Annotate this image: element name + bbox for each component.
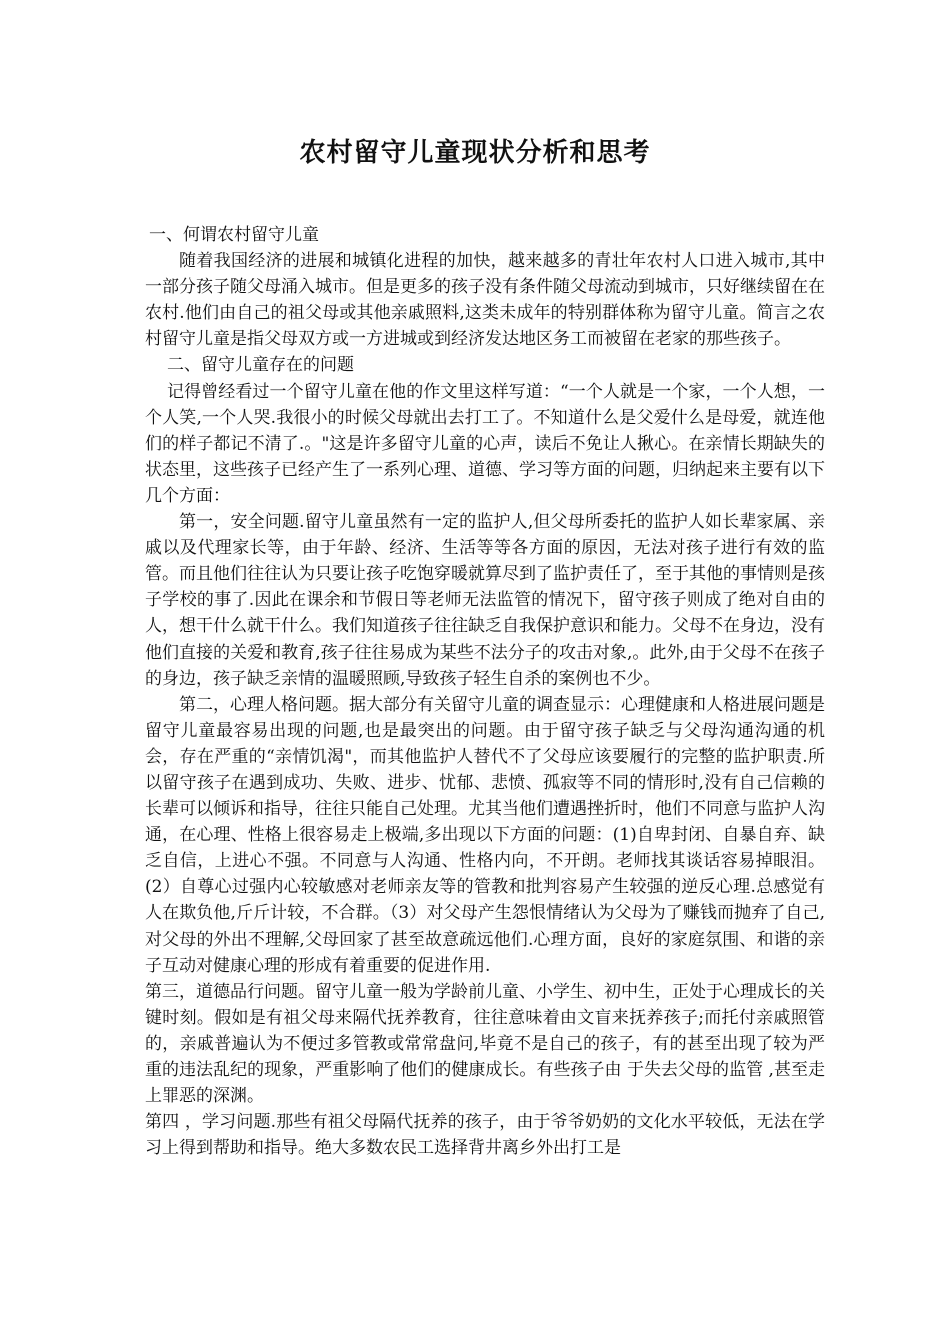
section-heading-2: 二、留守儿童存在的问题	[167, 355, 354, 376]
paragraph-definition: 随着我国经济的进展和城镇化进程的加快，越来越多的青壮年农村人口进入城市,其中一部分孩子随父母涌入城市。但是更多的孩子没有条件随父母流动到城市，只好继续留在在农村.他们由自己的祖父母或其他亲戚照料,这类未成年的特别群体称为留守儿童。简言之农村留守儿童是指父母双方或一方进城或到经济发达地区务工而被留在老家的那些孩子。	[145, 251, 825, 350]
paragraph-intro: 记得曾经看过一个留守儿童在他的作文里这样写道：“一个人就是一个家，一个人想，一个人笑,一个人哭.我很小的时候父母就出去打工了。不知道什么是父爱什么是母爱，就连他们的样子都记不清了.。"这是许多留守儿童的心声，读后不免让人揪心。在亲情长期缺失的状态里，这些孩子已经产生了一系列心理、道德、学习等方面的问题，归纳起来主要有以下几个方面：	[145, 381, 825, 506]
document-title: 农村留守儿童现状分析和思考	[299, 138, 651, 168]
section-heading-1: 一、何谓农村留守儿童	[149, 225, 319, 245]
paragraph-safety: 第一，安全问题.留守儿童虽然有一定的监护人,但父母所委托的监护人如长辈家属、亲戚以及代理家长等，由于年龄、经济、生活等等各方面的原因，无法对孩子进行有效的监管。而且他们往往认为只要让孩子吃饱穿暖就算尽到了监护责任了，至于其他的事情则是孩子学校的事了.因此在课余和节假日等老师无法监管的情况下，留守孩子则成了绝对自由的人，想干什么就干什么。我们知道孩子往往缺乏自我保护意识和能力。父母不在身边，没有他们直接的关爱和教育,孩子往往易成为某些不法分子的攻击对象,。此外,由于父母不在孩子的身边，孩子缺乏亲情的温暖照顾,导致孩子轻生自杀的案例也不少。	[145, 512, 825, 689]
paragraph-morality: 第三，道德品行问题。留守儿童一般为学龄前儿童、小学生、初中生，正处于心理成长的关键时刻。假如是有祖父母来隔代抚养教育，往往意味着由文盲来抚养孩子;而托付亲戚照管的，亲戚普遍认为不便过多管教或常常盘问,毕竟不是自己的孩子，有的甚至出现了较为严重的违法乱纪的现象，严重影响了他们的健康成长。有些孩子由 于失去父母的监管 ,甚至走上罪恶的深渊。	[145, 981, 825, 1107]
document-body	[145, 222, 825, 1161]
paragraph-psychology: 第二，心理人格问题。据大部分有关留守儿童的调查显示：心理健康和人格进展问题是留守儿童最容易出现的问题,也是最突出的问题。由于留守孩子缺乏与父母沟通沟通的机会，存在严重的“亲情饥渴"，而其他监护人替代不了父母应该要履行的完整的监护职责.所以留守孩子在遇到成功、失败、进步、忧郁、悲愤、孤寂等不同的情形时,没有自己信赖的长辈可以倾诉和指导，往往只能自己处理。尤其当他们遭遇挫折时，他们不同意与监护人沟通，在心理、性格上很容易走上极端,多出现以下方面的问题：(1)自卑封闭、自暴自弃、缺乏自信，上进心不强。不同意与人沟通、性格内向，不开朗。老师找其谈话容易掉眼泪。(2）自尊心过强内心较敏感对老师亲友等的管教和批判容易产生较强的逆反心理.总感觉有人在欺负他,斤斤计较，不合群。（3）对父母产生怨恨情绪认为父母为了赚钱而抛弃了自己,对父母的外出不理解,父母回家了甚至故意疏远他们.心理方面，良好的家庭氛围、和谐的亲子互动对健康心理的形成有着重要的促进作用.	[145, 694, 825, 976]
paragraph-study: 第四 ，学习问题.那些有祖父母隔代抚养的孩子，由于爷爷奶奶的文化水平较低，无法在学习上得到帮助和指导。绝大多数农民工选择背井离乡外出打工是	[145, 1112, 825, 1159]
